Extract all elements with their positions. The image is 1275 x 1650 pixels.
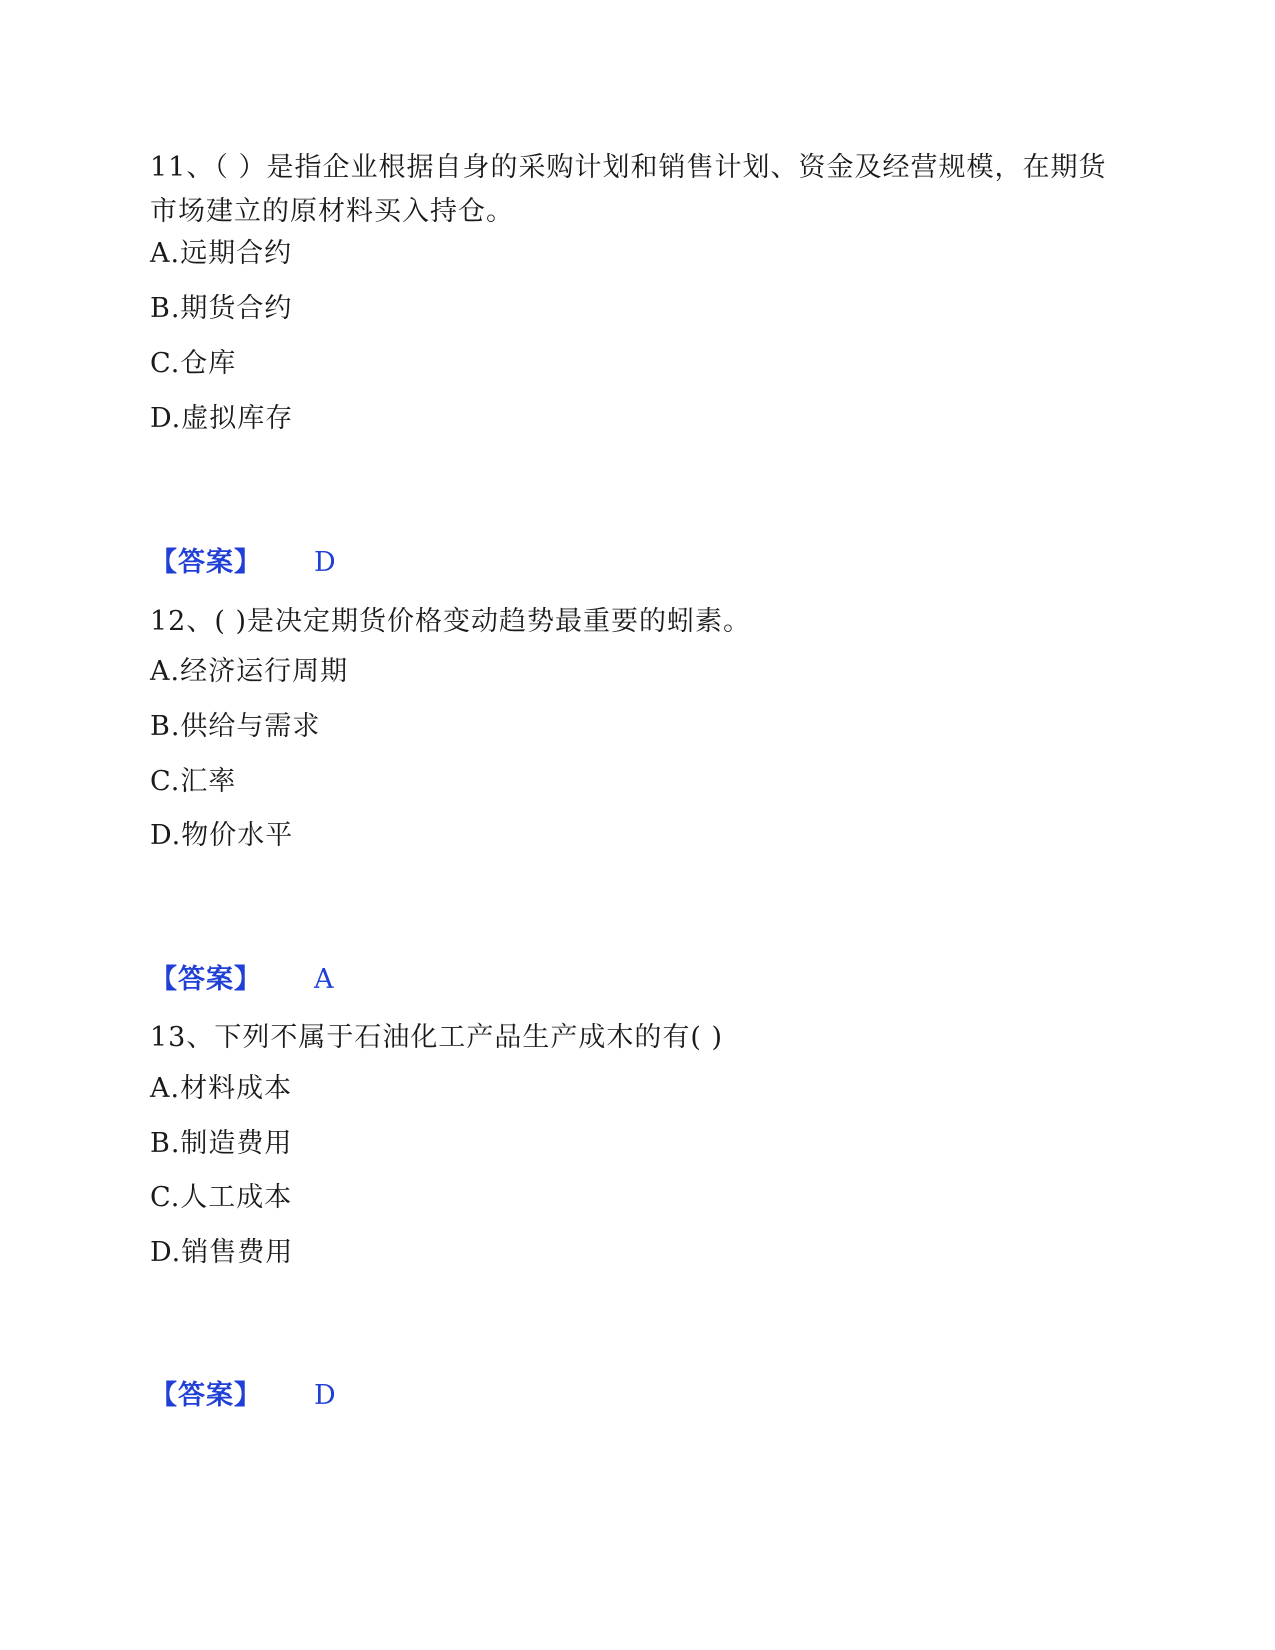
question-12-option-d: D.物价水平 xyxy=(150,820,294,851)
answer-value: A xyxy=(314,964,334,995)
question-11-option-a: A.远期合约 xyxy=(150,238,293,269)
answer-value: D xyxy=(314,1380,336,1411)
question-12-option-a: A.经济运行周期 xyxy=(150,656,349,687)
question-11-option-d: D.虚拟库存 xyxy=(150,403,294,434)
answer-value: D xyxy=(314,547,336,578)
question-13-answer xyxy=(150,1378,336,1414)
answer-label: 【答案】 xyxy=(150,547,262,578)
question-12-answer xyxy=(150,962,334,998)
question-12-option-c: C.汇率 xyxy=(150,766,237,797)
question-12-option-b: B.供给与需求 xyxy=(150,711,321,742)
question-13-option-a: A.材料成本 xyxy=(150,1073,293,1104)
question-11-option-b: B.期货合约 xyxy=(150,293,293,324)
question-12-stem: 12、( )是决定期货价格变动趋势最重要的蚓素。 xyxy=(150,606,752,637)
question-11-stem: 11、（ ）是指企业根据自身的采购计划和销售计划、资金及经营规模，在期货市场建立的原材料买入持仓。 xyxy=(150,152,1107,227)
answer-label: 【答案】 xyxy=(150,1380,262,1411)
question-13-stem: 13、下列不属于石油化工产品生产成木的有( ) xyxy=(150,1022,724,1053)
question-11-option-c: C.仓库 xyxy=(150,348,237,379)
question-13-option-b: B.制造费用 xyxy=(150,1128,293,1159)
question-11-answer xyxy=(150,545,336,581)
question-13-option-c: C.人工成本 xyxy=(150,1182,293,1213)
question-13-option-d: D.销售费用 xyxy=(150,1237,294,1268)
answer-label: 【答案】 xyxy=(150,964,262,995)
